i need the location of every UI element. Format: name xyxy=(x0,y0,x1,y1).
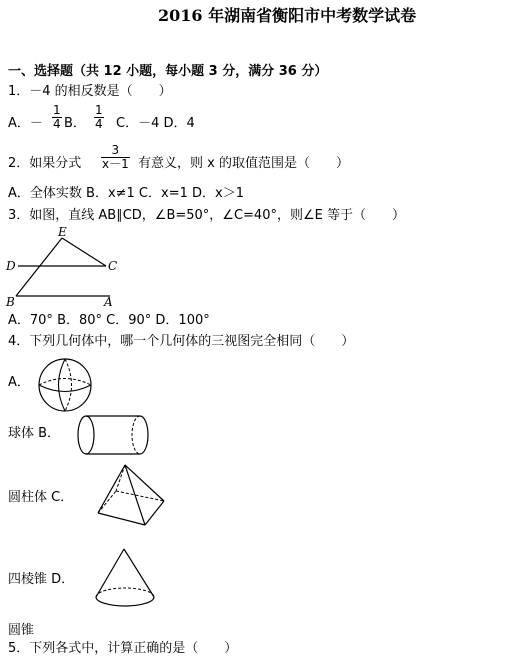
pyramid-hidden-base-edge xyxy=(116,491,164,501)
q1-fraction-a xyxy=(52,104,62,131)
q2-options: A．全体实数 B．x≠1 C．x=1 D．x＞1 xyxy=(8,186,244,201)
q1-option-a-prefix: A．－ xyxy=(8,116,43,131)
sphere-meridian-back xyxy=(65,359,72,411)
q4-sphere-label-option-b: 球体 B． xyxy=(8,426,61,441)
label-d: D xyxy=(6,259,16,273)
fraction-denominator: x－1 xyxy=(102,157,129,171)
q2-fraction xyxy=(101,144,130,171)
fraction-denominator: 4 xyxy=(95,117,103,131)
pyramid-hidden-base-edge xyxy=(98,491,116,513)
label-c: C xyxy=(108,259,118,273)
cylinder-left-face xyxy=(78,416,94,454)
q4-cone-label: 圆锥 xyxy=(8,623,35,638)
sphere-outline xyxy=(39,359,91,411)
q2-stem-suffix: 有意义，则 x 的取值范围是（ ） xyxy=(138,156,349,171)
pyramid-base-edge xyxy=(145,501,164,525)
pyramid-base-edge xyxy=(98,513,145,525)
q1-fraction-b xyxy=(94,104,104,131)
question-3-stem: 3．如图，直线 AB∥CD，∠B=50°，∠C=40°，则∠E 等于（ ） xyxy=(8,208,405,223)
pyramid-figure xyxy=(94,462,168,530)
question-5-partial: 5．下列各式中，计算正确的是（ ） xyxy=(8,641,238,656)
q3-options: A．70° B．80° C．90° D．100° xyxy=(8,313,210,328)
q4-cylinder-label-option-c: 圆柱体 C． xyxy=(8,490,74,505)
fraction-denominator: 4 xyxy=(53,117,61,131)
sphere-figure xyxy=(34,356,96,414)
parallel-lines-figure xyxy=(0,224,130,310)
label-a: A xyxy=(104,295,113,309)
cone-base-front xyxy=(96,597,154,606)
question-4-stem: 4．下列几何体中，哪一个几何体的三视图完全相同（ ） xyxy=(8,334,355,349)
fraction-numerator: 1 xyxy=(95,103,103,117)
segment-ec xyxy=(62,238,106,266)
q1-options-rest: C．－4 D．4 xyxy=(116,116,195,131)
section-header: 一、选择题（共 12 小题，每小题 3 分，满分 36 分） xyxy=(8,64,328,79)
segment-eb xyxy=(16,238,62,296)
q4-option-a: A． xyxy=(8,375,30,390)
fraction-numerator: 3 xyxy=(111,143,120,157)
label-b: B xyxy=(6,295,15,309)
q1-option-b-prefix: B． xyxy=(64,116,86,131)
cone-right-side xyxy=(124,549,154,597)
page-title: 2016 年湖南省衡阳市中考数学试卷 xyxy=(158,6,417,25)
q4-pyramid-label-option-d: 四棱锥 D． xyxy=(8,572,75,587)
q2-stem-prefix: 2．如果分式 xyxy=(8,156,82,171)
cylinder-right-front xyxy=(140,416,148,454)
pyramid-edge xyxy=(98,465,125,513)
sphere-meridian-front xyxy=(59,359,66,411)
cone-base-back xyxy=(96,588,154,597)
sphere-equator-back xyxy=(39,379,91,386)
sphere-equator-front xyxy=(39,385,91,392)
fraction-numerator: 1 xyxy=(53,103,61,117)
cylinder-figure xyxy=(74,414,154,458)
label-e: E xyxy=(58,225,67,239)
cylinder-right-back xyxy=(132,416,140,454)
cone-figure xyxy=(92,546,162,616)
question-1-stem: 1．－4 的相反数是（ ） xyxy=(8,84,172,99)
